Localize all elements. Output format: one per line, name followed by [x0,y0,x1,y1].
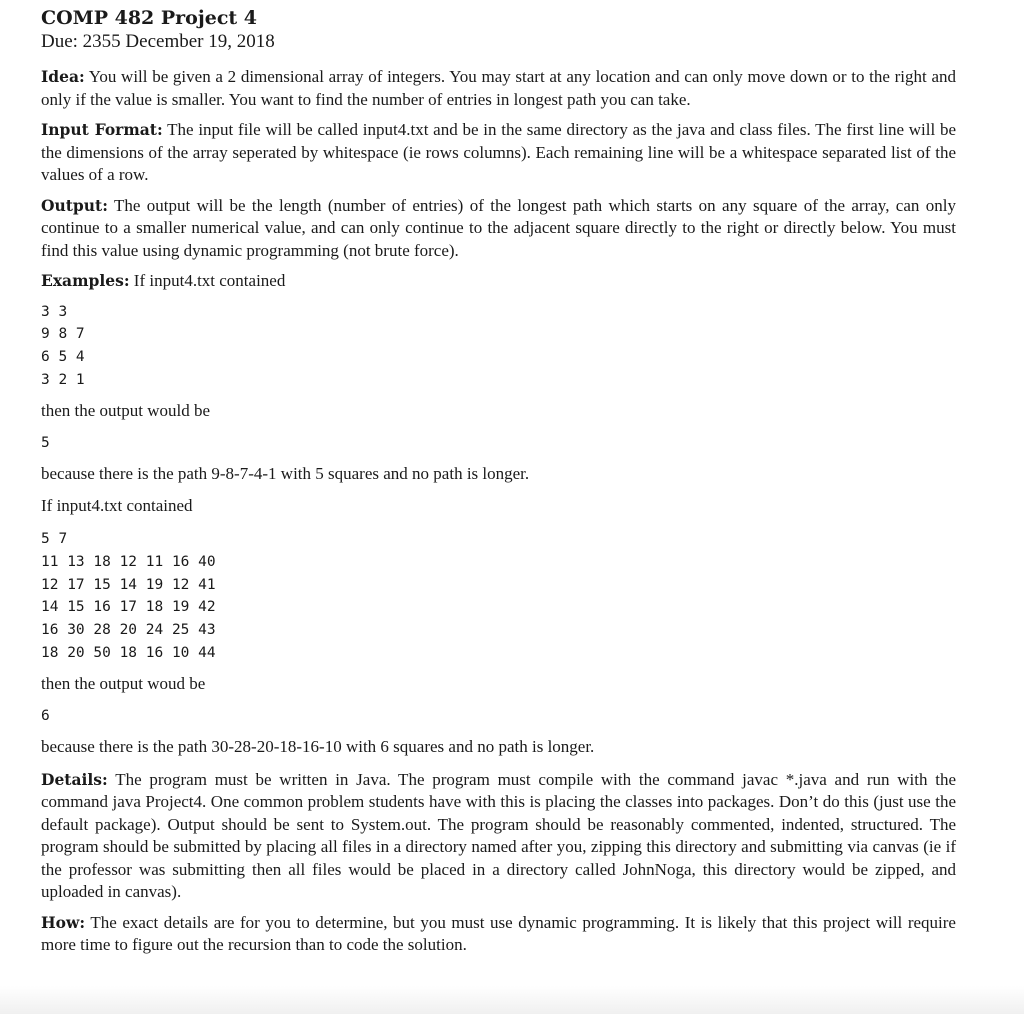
example2-intro: If input4.txt contained [41,496,193,516]
how-section [41,912,956,957]
idea-text: You will be given a 2 dimensional array of integers. You may start at any location and can only move down or to the right and only if the value is smaller. You want to find the number of entries in longest path you can take. [41,67,956,109]
document-title: COMP 482 Project 4 [41,7,257,29]
examples-intro: If input4.txt contained [133,271,286,290]
how-label: How: [41,912,86,932]
details-section [41,769,956,904]
details-text: The program must be written in Java. The program must compile with the command javac *.java and run with the command java Project4. One common problem students have with this is placing the classes into packages. Don’t do this (just use the default package). Output should be sent to System.out. The program should be reasonably commented, indented, structured. The program should be submitted by placing all files in a directory named after you, zipping this directory and submitting via canvas (ie if the professor was submitting then all files would be placed in a directory called JohnNoga, this directory would be zipped, and uploaded in canvas). [41,769,956,902]
example2-explanation: because there is the path 30-28-20-18-16-10 with 6 squares and no path is longer. [41,737,595,757]
page-bottom-shadow [0,986,1024,1014]
idea-label: Idea: [41,67,85,86]
details-label: Details: [41,769,108,789]
example1-input: 3 3 9 8 7 6 5 4 3 2 1 [41,303,85,388]
example1-explanation: because there is the path 9-8-7-4-1 with 5 squares and no path is longer. [41,463,530,483]
example1-result: 5 [41,435,50,452]
how-text: The exact details are for you to determine, but you must use dynamic programming. It is likely that this project will require more time to figure out the recursion than to code the solution. [41,912,956,955]
input-format-text: The input file will be called input4.txt and be in the same directory as the java and class files. The first line will be the dimensions of the array seperated by whitespace (ie rows columns). Each remaining line will be a whitespace separated list of the values of a row. [41,120,956,184]
input-format-section [41,119,956,187]
example2-then: then the output woud be [41,673,206,693]
example1-then: then the output would be [41,400,211,420]
due-date: Due: 2355 December 19, 2018 [41,31,275,52]
example2-input: 5 7 11 13 18 12 11 16 40 12 17 15 14 19 12 41 14 15 16 17 18 19 42 16 30 28 20 24 25 43 18 20 50 18 16 10 44 [41,530,216,661]
output-section [41,195,956,263]
output-text: The output will be the length (number of entries) of the longest path which starts on any square of the array, can only continue to a smaller numerical value, and can only continue to the adjacent square directly to the right or directly below. You must find this value using dynamic programming (not brute force). [41,195,956,260]
examples-label: Examples: [41,271,130,290]
example2-result: 6 [41,708,50,725]
output-label: Output: [41,195,108,215]
examples-section [41,270,956,293]
input-format-label: Input Format: [41,120,163,139]
idea-section [41,66,956,111]
document-page [41,6,956,965]
